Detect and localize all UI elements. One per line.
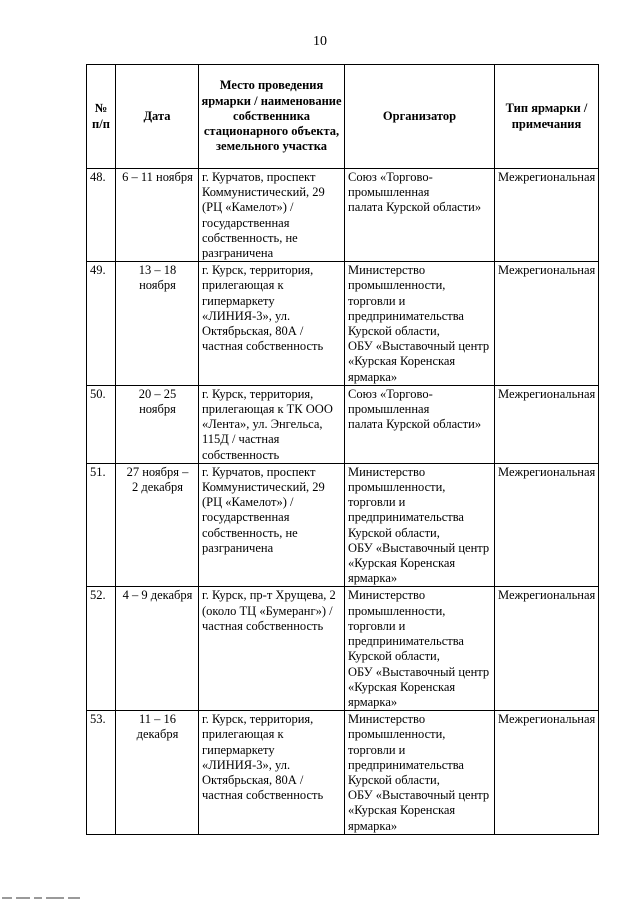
- row-type: Межрегиональная: [495, 169, 599, 262]
- row-date: 6 – 11 ноября: [116, 169, 199, 262]
- table-row: [87, 169, 599, 262]
- row-number: 49.: [87, 262, 116, 386]
- row-number: 53.: [87, 711, 116, 835]
- table-row: [87, 262, 599, 386]
- row-organizer: Министерство промышленности, торговли и предпринимательства Курской области, ОБУ «Выставочный центр «Курская Коренская ярмарка»: [345, 463, 495, 587]
- row-organizer: Министерство промышленности, торговли и предпринимательства Курской области, ОБУ «Выставочный центр «Курская Коренская ярмарка»: [345, 711, 495, 835]
- table-row: [87, 385, 599, 463]
- fairs-schedule-table: [86, 64, 599, 835]
- table-header-row: [87, 65, 599, 169]
- header-organizer: Организатор: [345, 65, 495, 169]
- row-place: г. Курчатов, проспект Коммунистический, 29 (РЦ «Камелот») / государственная собственность, не разграничена: [199, 463, 345, 587]
- row-number: 48.: [87, 169, 116, 262]
- row-date: 27 ноября – 2 декабря: [116, 463, 199, 587]
- row-place: г. Курск, пр-т Хрущева, 2 (около ТЦ «Бумеранг») / частная собственность: [199, 587, 345, 711]
- row-place: г. Курск, территория, прилегающая к гипермаркету «ЛИНИЯ-3», ул. Октябрьская, 80А / частная собственность: [199, 262, 345, 386]
- row-place: г. Курск, территория, прилегающая к ТК ООО «Лента», ул. Энгельса, 115Д / частная собственность: [199, 385, 345, 463]
- row-place: г. Курск, территория, прилегающая к гипермаркету «ЛИНИЯ-3», ул. Октябрьская, 80А / частная собственность: [199, 711, 345, 835]
- row-date: 20 – 25 ноября: [116, 385, 199, 463]
- header-number: № п/п: [87, 65, 116, 169]
- table-row: [87, 711, 599, 835]
- row-type: Межрегиональная: [495, 262, 599, 386]
- page-number: 10: [313, 34, 327, 49]
- row-number: 51.: [87, 463, 116, 587]
- table-row: [87, 587, 599, 711]
- row-organizer: Союз «Торгово- промышленная палата Курской области»: [345, 385, 495, 463]
- row-type: Межрегиональная: [495, 711, 599, 835]
- row-date: 4 – 9 декабря: [116, 587, 199, 711]
- scan-margin-mark: [0, 894, 110, 902]
- scan-mark-glyphs: [0, 894, 110, 902]
- table-row: [87, 463, 599, 587]
- row-date: 11 – 16 декабря: [116, 711, 199, 835]
- row-number: 52.: [87, 587, 116, 711]
- header-place: Место проведения ярмарки / наименование собственника стационарного объекта, земельного участка: [199, 65, 345, 169]
- header-type: Тип ярмарки / примечания: [495, 65, 599, 169]
- row-organizer: Союз «Торгово- промышленная палата Курской области»: [345, 169, 495, 262]
- row-organizer: Министерство промышленности, торговли и предпринимательства Курской области, ОБУ «Выставочный центр «Курская Коренская ярмарка»: [345, 587, 495, 711]
- row-type: Межрегиональная: [495, 587, 599, 711]
- row-date: 13 – 18 ноября: [116, 262, 199, 386]
- row-number: 50.: [87, 385, 116, 463]
- header-date: Дата: [116, 65, 199, 169]
- row-type: Межрегиональная: [495, 463, 599, 587]
- row-type: Межрегиональная: [495, 385, 599, 463]
- row-organizer: Министерство промышленности, торговли и предпринимательства Курской области, ОБУ «Выставочный центр «Курская Коренская ярмарка»: [345, 262, 495, 386]
- row-place: г. Курчатов, проспект Коммунистический, 29 (РЦ «Камелот») / государственная собственность, не разграничена: [199, 169, 345, 262]
